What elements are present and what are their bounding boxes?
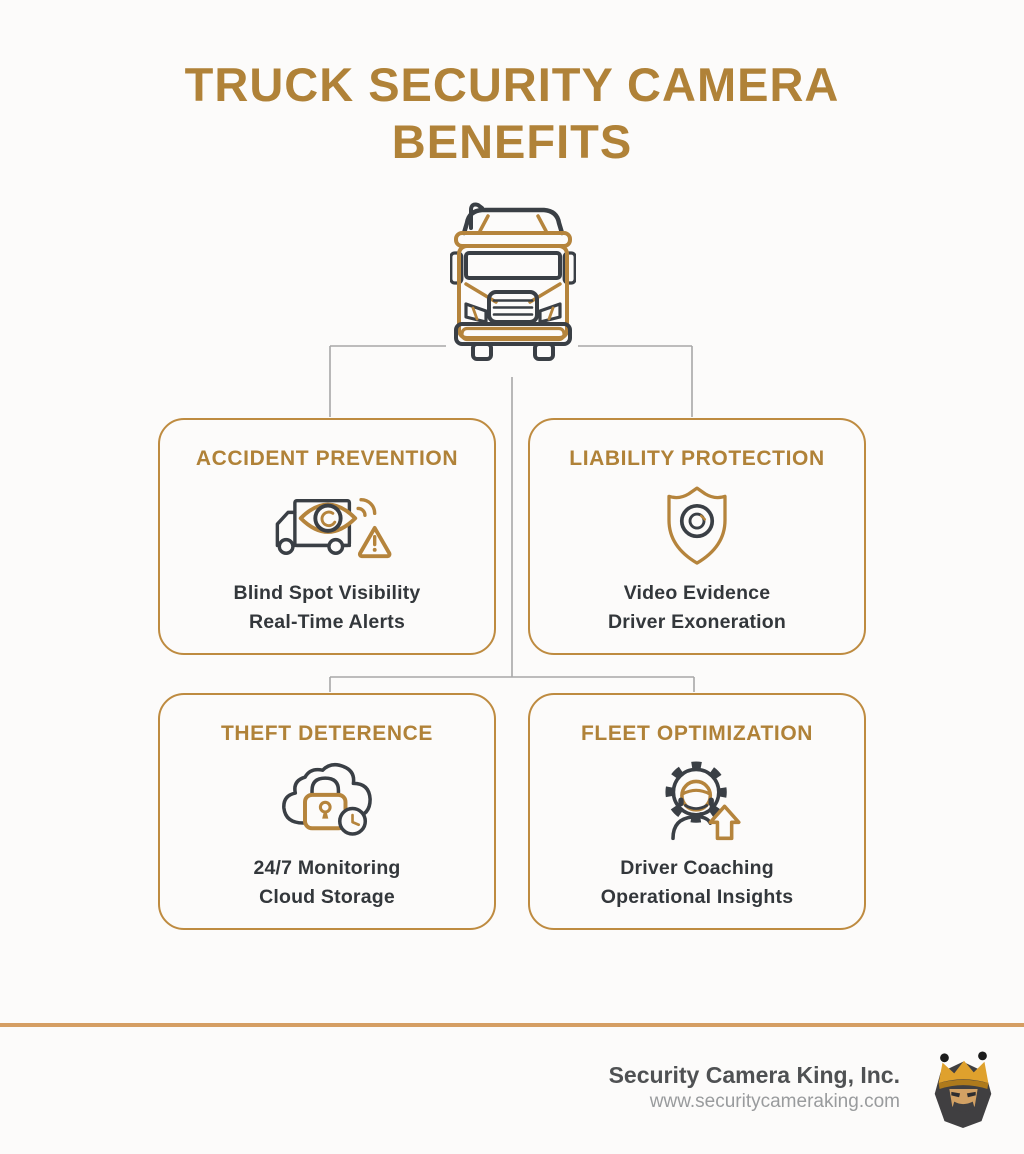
footer-text (609, 1062, 900, 1113)
benefit-line: Blind Spot Visibility (233, 582, 421, 604)
card-accident-prevention (158, 418, 496, 655)
card-heading: LIABILITY PROTECTION (569, 447, 825, 470)
benefit-line: 24/7 Monitoring (253, 857, 401, 879)
benefit-line: Cloud Storage (259, 885, 395, 908)
security-camera-king-logo (924, 1048, 1002, 1130)
footer-divider (0, 1023, 1024, 1027)
page-title (0, 56, 1024, 170)
company-website: www.securitycameraking.com (649, 1091, 900, 1112)
page-title-line2: BENEFITS (391, 115, 633, 168)
benefit-line: Real-Time Alerts (248, 610, 405, 633)
card-theft-deterence (158, 693, 496, 930)
card-benefits (234, 579, 421, 636)
card-benefits (601, 854, 794, 911)
benefit-line: Video Evidence (623, 582, 771, 604)
benefit-line: Driver Exoneration (607, 610, 787, 633)
card-liability-protection (528, 418, 866, 655)
truck-eye-alert-icon (254, 481, 400, 571)
company-name: Security Camera King, Inc. (608, 1062, 900, 1088)
cloud-lock-clock-icon (271, 756, 383, 846)
card-heading: ACCIDENT PREVENTION (195, 447, 459, 470)
card-benefits (608, 579, 786, 636)
card-benefits (253, 854, 400, 911)
truck-front-icon (450, 198, 576, 362)
benefit-line: Driver Coaching (620, 857, 774, 879)
shield-camera-lens-icon (659, 481, 735, 571)
benefit-line: Operational Insights (600, 885, 794, 908)
card-fleet-optimization (528, 693, 866, 930)
card-heading: THEFT DETERENCE (220, 722, 433, 745)
page-title-line1: TRUCK SECURITY CAMERA (184, 58, 840, 111)
card-heading: FLEET OPTIMIZATION (580, 722, 814, 745)
gear-driver-headset-arrow-icon (641, 756, 753, 846)
